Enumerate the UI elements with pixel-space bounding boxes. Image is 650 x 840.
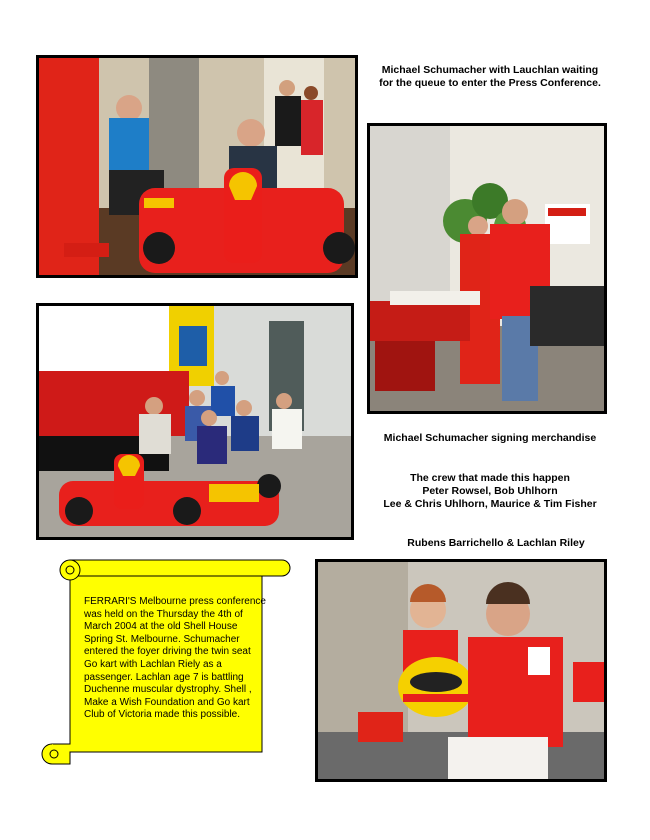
- caption-schumacher-lauchlan: Michael Schumacher with Lauchlan waiting for the queue to enter the Press Conference.: [379, 64, 601, 89]
- photo-barrichello-lachlan: [315, 559, 607, 782]
- caption-crew-line2: Lee & Chris Uhlhorn, Maurice & Tim Fisher: [383, 498, 597, 510]
- caption-crew-title: The crew that made this happen: [410, 472, 570, 484]
- press-conference-text: FERRARI'S Melbourne press conference was held on the Thursday the 4th of March 2004 at the old Shell House Spring St. Melbourne. Schumacher entered the foyer driving the twin seat Go kart with Lachlan Riely as a passenger. Lachlan age 7 is battling Duchenne muscular dystrophy. Shell , Make a Wish Foundation and Go kart Club of Victoria made this possible.: [84, 596, 266, 721]
- photo-crew-gokart: [36, 303, 354, 540]
- scroll-text-box: [40, 556, 292, 772]
- caption-barrichello: Rubens Barrichello & Lachlan Riley: [407, 537, 585, 549]
- photo-schumacher-gokart: [36, 55, 358, 278]
- caption-crew-line1: Peter Rowsel, Bob Uhlhorn: [422, 485, 558, 497]
- caption-signing: Michael Schumacher signing merchandise: [383, 432, 597, 444]
- photo-schumacher-signing: [367, 123, 607, 414]
